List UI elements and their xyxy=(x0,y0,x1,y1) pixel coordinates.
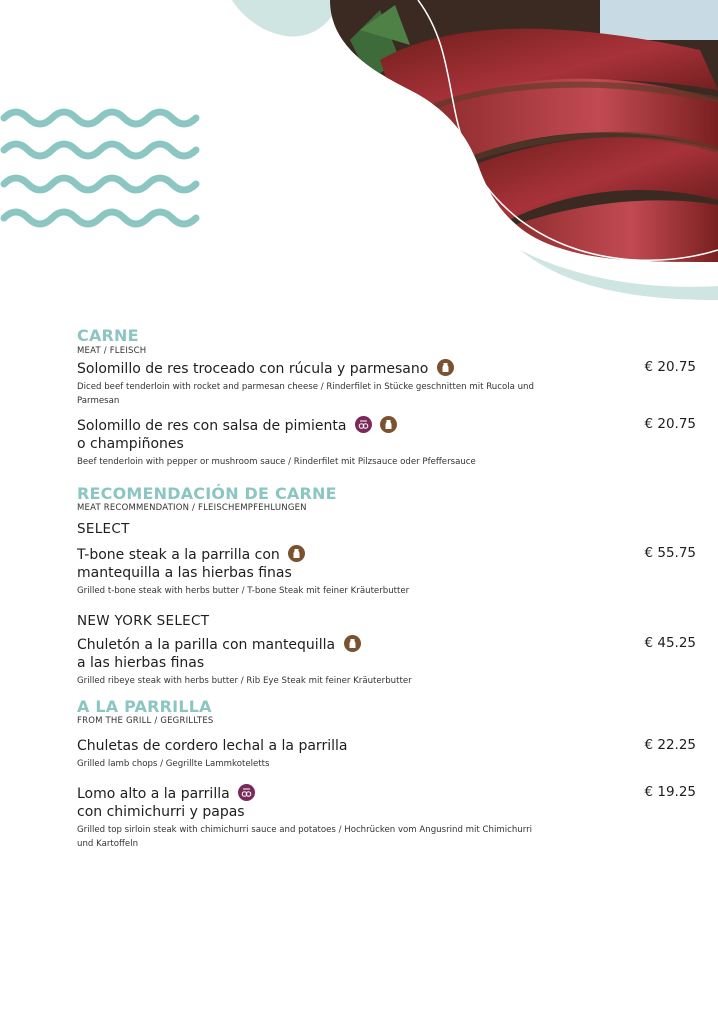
item-name: Chuletón a la parilla con mantequilla xyxy=(77,637,336,653)
menu-item xyxy=(77,635,696,688)
item-price: € 20.75 xyxy=(644,416,696,432)
item-name-line2: o champiñones xyxy=(77,436,184,452)
item-price: € 19.25 xyxy=(644,784,696,800)
section-subtitle-carne: MEAT / FLEISCH xyxy=(77,346,147,356)
item-name: T-bone steak a la parrilla con xyxy=(77,547,280,563)
decorative-waves xyxy=(0,98,200,238)
item-description: Diced beef tenderloin with rocket and parmesan cheese / Rinderfilet in Stücke geschnitten mit Rucola und Parmesan xyxy=(77,382,534,406)
item-name: Solomillo de res troceado con rúcula y parmesano xyxy=(77,361,429,377)
allergen-icon xyxy=(355,416,372,433)
item-name: Lomo alto a la parrilla xyxy=(77,786,230,802)
item-price: € 22.25 xyxy=(644,737,696,753)
item-description: Grilled lamb chops / Gegrillte Lammkoteletts xyxy=(77,759,270,769)
item-name-line2: a las hierbas finas xyxy=(77,655,205,671)
section-title-recomendacion: RECOMENDACIÓN DE CARNE xyxy=(77,484,337,503)
milk-icon xyxy=(344,635,361,652)
item-description: Grilled t-bone steak with herbs butter / T-bone Steak mit feiner Kräuterbutter xyxy=(77,586,410,596)
allergen-icon xyxy=(238,784,255,801)
item-price: € 45.25 xyxy=(644,635,696,651)
item-description: Grilled top sirloin steak with chimichurri sauce and potatoes / Hochrücken vom Angusrind mit Chimichurri und Kartoffeln xyxy=(77,825,533,849)
item-name-line2: con chimichurri y papas xyxy=(77,804,245,820)
item-price: € 55.75 xyxy=(644,545,696,561)
menu-item xyxy=(77,784,696,851)
menu-item xyxy=(77,416,696,469)
item-name: Solomillo de res con salsa de pimienta xyxy=(77,418,347,434)
menu-item xyxy=(77,545,696,598)
menu-item xyxy=(77,737,696,771)
section-title-parrilla: A LA PARRILLA xyxy=(77,697,212,716)
group-label-new-york-select: NEW YORK SELECT xyxy=(77,613,210,629)
item-price: € 20.75 xyxy=(644,359,696,375)
group-label-select: SELECT xyxy=(77,521,130,537)
item-name: Chuletas de cordero lechal a la parrilla xyxy=(77,738,348,754)
milk-icon xyxy=(437,359,454,376)
section-subtitle-recomendacion: MEAT RECOMMENDATION / FLEISCHEMPFEHLUNGEN xyxy=(77,503,307,513)
milk-icon xyxy=(288,545,305,562)
section-subtitle-parrilla: FROM THE GRILL / GEGRILLTES xyxy=(77,716,214,726)
item-description: Beef tenderloin with pepper or mushroom sauce / Rinderfilet mit Pilzsauce oder Pfeffersauce xyxy=(77,457,476,467)
item-name-line2: mantequilla a las hierbas finas xyxy=(77,565,292,581)
milk-icon xyxy=(380,416,397,433)
menu-item xyxy=(77,359,696,408)
section-title-carne: CARNE xyxy=(77,326,139,345)
item-description: Grilled ribeye steak with herbs butter / Rib Eye Steak mit feiner Kräuterbutter xyxy=(77,676,412,686)
